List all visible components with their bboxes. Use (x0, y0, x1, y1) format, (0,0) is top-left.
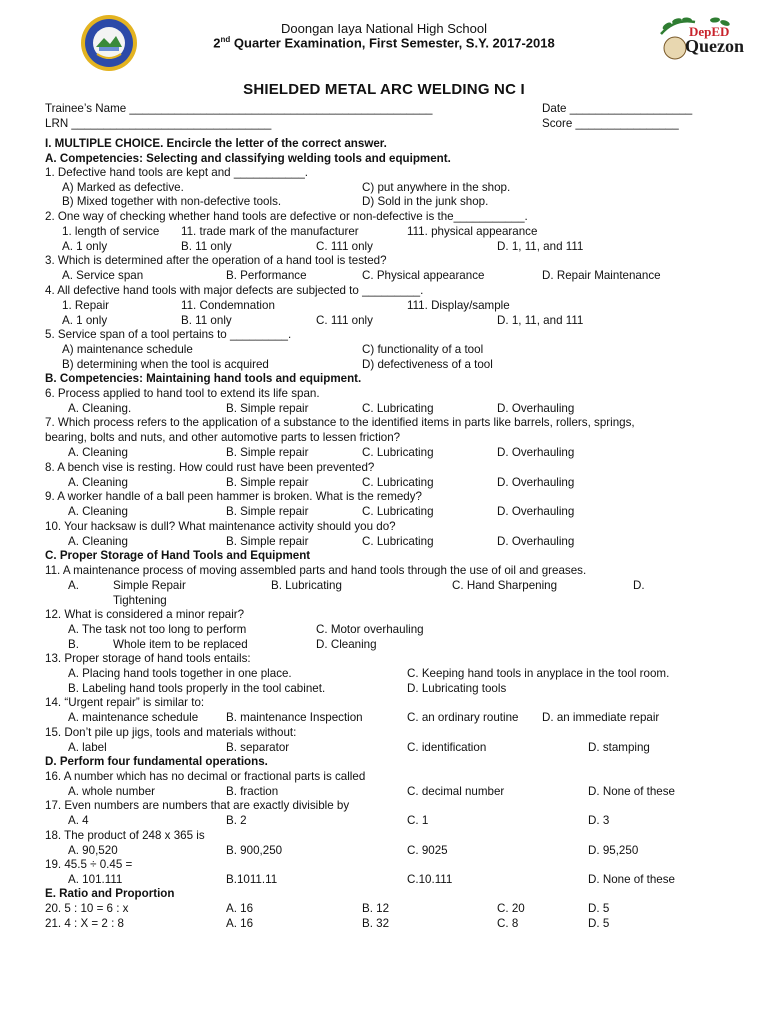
answer-option: D. Overhauling (497, 402, 575, 415)
question-text: A. whole number (68, 785, 155, 798)
answer-option: D. 95,250 (588, 844, 639, 857)
answer-option: Whole item to be replaced (113, 638, 248, 651)
answer-option: B. Lubricating (271, 579, 342, 592)
question-text: 11. A maintenance process of moving assembled parts and hand tools through the use of oil and greases. (45, 564, 587, 577)
date-field[interactable]: Date ___________________ (542, 102, 693, 115)
answer-option: D. Overhauling (497, 535, 575, 548)
question-text: A. 101.111 (68, 873, 123, 886)
answer-option: B. Simple repair (226, 476, 309, 489)
answer-option: B. 11 only (181, 314, 232, 327)
answer-option: D. None of these (588, 785, 676, 798)
answer-option: C. Lubricating (362, 535, 434, 548)
answer-option: D. None of these (588, 873, 676, 886)
school-name: Doongan Iaya National High School (281, 21, 487, 36)
lrn-field[interactable]: LRN _______________________________ (45, 117, 272, 130)
question-text: 1. length of service (62, 225, 160, 238)
answer-option: D. 1, 11, and 111 (497, 314, 584, 327)
answer-option: B. Simple repair (226, 505, 309, 518)
question-text: A. Cleaning (68, 476, 128, 489)
answer-option: B. 12 (362, 902, 390, 915)
answer-option: B. fraction (226, 785, 279, 798)
answer-option: B. separator (226, 741, 290, 754)
answer-option: C. Lubricating (362, 505, 434, 518)
document-title: SHIELDED METAL ARC WELDING NC I (243, 81, 525, 98)
section-heading: C. Proper Storage of Hand Tools and Equipment (45, 549, 311, 562)
question-text: 10. Your hacksaw is dull? What maintenance activity should you do? (45, 520, 396, 533)
answer-option: D. Repair Maintenance (542, 269, 661, 282)
question-text: 15. Don’t pile up jigs, tools and materials without: (45, 726, 297, 739)
question-text: A. 1 only (62, 314, 108, 327)
answer-option: C. 111 only (316, 240, 373, 253)
answer-option: C. Physical appearance (362, 269, 485, 282)
section-heading: E. Ratio and Proportion (45, 887, 175, 900)
question-text: A. Service span (62, 269, 144, 282)
answer-option: C. Keeping hand tools in anyplace in the tool room. (407, 667, 670, 680)
answer-option: B. Simple repair (226, 535, 309, 548)
question-text: 6. Process applied to hand tool to extend its life span. (45, 387, 320, 400)
answer-option: D. Lubricating tools (407, 682, 507, 695)
question-text: 20. 5 : 10 = 6 : x (45, 902, 129, 915)
question-text: A. (68, 579, 79, 592)
score-field[interactable]: Score ________________ (542, 117, 679, 130)
question-text: 3. Which is determined after the operation of a hand tool is tested? (45, 254, 387, 267)
exam-ordinal-suffix: nd (220, 35, 231, 44)
answer-option: D. (633, 579, 645, 592)
question-text: 12. What is considered a minor repair? (45, 608, 245, 621)
trainee-name-field[interactable]: Trainee’s Name _______________________________________________ (45, 102, 433, 115)
question-text: 4. All defective hand tools with major defects are subjected to _________. (45, 284, 424, 297)
question-text: A. Cleaning (68, 505, 128, 518)
question-text: 14. “Urgent repair” is similar to: (45, 696, 205, 709)
section-heading: I. MULTIPLE CHOICE. Encircle the letter of the correct answer. (45, 137, 387, 150)
answer-option: D. Cleaning (316, 638, 377, 651)
question-text: 1. Defective hand tools are kept and ___________. (45, 166, 308, 179)
answer-option: Simple Repair (113, 579, 186, 592)
answer-option: C. Lubricating (362, 476, 434, 489)
question-text: 9. A worker handle of a ball peen hammer is broken. What is the remedy? (45, 490, 422, 503)
question-text: 13. Proper storage of hand tools entails: (45, 652, 251, 665)
answer-option: C. Lubricating (362, 446, 434, 459)
answer-option: 111. physical appearance (407, 225, 538, 238)
question-text: 2. One way of checking whether hand tools are defective or non-defective is the___________. (45, 210, 528, 223)
answer-option: B. Simple repair (226, 446, 309, 459)
answer-option: D. Overhauling (497, 476, 575, 489)
answer-option: C.10.111 (407, 873, 453, 886)
question-text: bearing, bolts and nuts, and other automotive parts to lessen friction? (45, 431, 401, 444)
quezon-logo-text: Quezon (685, 36, 745, 56)
question-text: A. Placing hand tools together in one place. (68, 667, 292, 680)
answer-option: D. an immediate repair (542, 711, 660, 724)
question-text: A. Cleaning (68, 446, 128, 459)
question-text: A. Cleaning. (68, 402, 132, 415)
answer-option: C. an ordinary routine (407, 711, 519, 724)
answer-option: 11. Condemnation (181, 299, 275, 312)
question-text: A) maintenance schedule (62, 343, 193, 356)
answer-option: C. 20 (497, 902, 525, 915)
answer-option: C. 9025 (407, 844, 448, 857)
deped-logo-text: DepED (689, 24, 730, 39)
answer-option: 11. trade mark of the manufacturer (181, 225, 359, 238)
question-text: 1. Repair (62, 299, 110, 312)
question-text: A. 1 only (62, 240, 108, 253)
question-text: 19. 45.5 ÷ 0.45 = (45, 858, 133, 871)
answer-option: B. maintenance Inspection (226, 711, 363, 724)
exam-ordinal: 2 (213, 35, 221, 51)
question-text: B) Mixed together with non-defective tools. (62, 195, 282, 208)
answer-option: D. 5 (588, 917, 610, 930)
answer-option: D) Sold in the junk shop. (362, 195, 489, 208)
question-text: 7. Which process refers to the application of a substance to the identified items in parts like barrels, rollers, springs, (45, 416, 635, 429)
question-text: 5. Service span of a tool pertains to _________. (45, 328, 292, 341)
answer-option: C. 111 only (316, 314, 373, 327)
question-text: 8. A bench vise is resting. How could rust have been prevented? (45, 461, 375, 474)
answer-option: C) put anywhere in the shop. (362, 181, 511, 194)
answer-option: D. Overhauling (497, 446, 575, 459)
exam-title (0, 35, 768, 50)
question-text: A. Cleaning (68, 535, 128, 548)
answer-option: A. 16 (226, 902, 254, 915)
question-text: 18. The product of 248 x 365 is (45, 829, 205, 842)
question-text: B. Labeling hand tools properly in the tool cabinet. (68, 682, 326, 695)
answer-option: B. 2 (226, 814, 247, 827)
section-heading: B. Competencies: Maintaining hand tools and equipment. (45, 372, 362, 385)
section-heading: D. Perform four fundamental operations. (45, 755, 268, 768)
answer-option: C. identification (407, 741, 487, 754)
answer-option: C. 8 (497, 917, 519, 930)
question-text: 16. A number which has no decimal or fractional parts is called (45, 770, 366, 783)
answer-option: B. Simple repair (226, 402, 309, 415)
answer-option: B. 900,250 (226, 844, 283, 857)
question-text: Tightening (113, 594, 167, 607)
answer-option: D) defectiveness of a tool (362, 358, 493, 371)
answer-option: 111. Display/sample (407, 299, 510, 312)
exam-description: Quarter Examination, First Semester, S.Y. 2017-2018 (230, 35, 555, 51)
answer-option: A. 16 (226, 917, 254, 930)
answer-option: B. Performance (226, 269, 307, 282)
answer-option: C. Hand Sharpening (452, 579, 558, 592)
question-text: B. (68, 638, 79, 651)
answer-option: D. 5 (588, 902, 610, 915)
question-text: 17. Even numbers are numbers that are exactly divisible by (45, 799, 350, 812)
answer-option: D. stamping (588, 741, 650, 754)
answer-option: C. Motor overhauling (316, 623, 424, 636)
answer-option: B. 11 only (181, 240, 232, 253)
answer-option: D. Overhauling (497, 505, 575, 518)
question-text: B) determining when the tool is acquired (62, 358, 269, 371)
question-text: A. maintenance schedule (68, 711, 199, 724)
answer-option: B. 32 (362, 917, 390, 930)
question-text: A. The task not too long to perform (68, 623, 247, 636)
answer-option: C. Lubricating (362, 402, 434, 415)
answer-option: C) functionality of a tool (362, 343, 484, 356)
section-heading: A. Competencies: Selecting and classifying welding tools and equipment. (45, 152, 451, 165)
answer-option: D. 1, 11, and 111 (497, 240, 584, 253)
answer-option: B.1011.11 (226, 873, 278, 886)
question-text: A) Marked as defective. (62, 181, 184, 194)
question-text: A. 90,520 (68, 844, 118, 857)
question-text: A. 4 (68, 814, 89, 827)
answer-option: C. decimal number (407, 785, 505, 798)
question-text: 21. 4 : X = 2 : 8 (45, 917, 124, 930)
answer-option: D. 3 (588, 814, 610, 827)
question-text: A. label (68, 741, 107, 754)
answer-option: C. 1 (407, 814, 429, 827)
